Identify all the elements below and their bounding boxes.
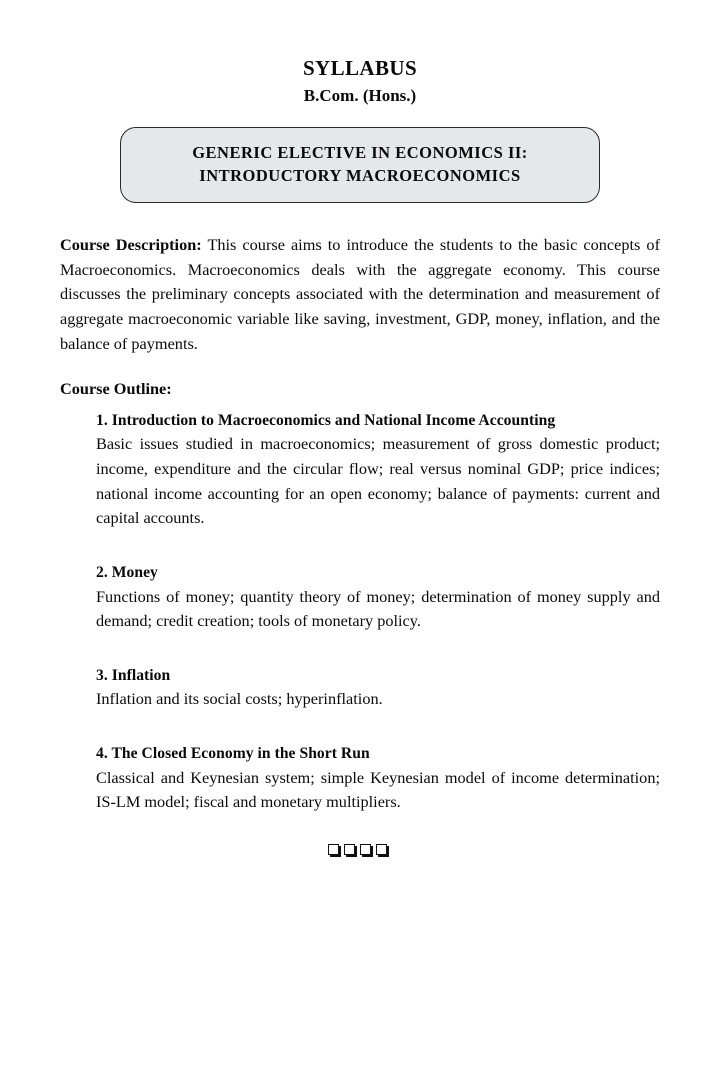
course-outline-label: Course Outline:: [60, 379, 172, 399]
footer-ornament: [60, 844, 660, 855]
course-title-line-2: INTRODUCTORY MACROECONOMICS: [199, 166, 521, 186]
hollow-square-bullet-icon: [328, 844, 339, 855]
outline-unit-title: 1. Introduction to Macroeconomics and National Income Accounting: [96, 411, 556, 429]
outline-unit-text: Basic issues studied in macroeconomics; measurement of gross domestic product; income, expenditure and the circular flow; real versus nominal GDP; price indices; national income accounting for an open economy; balance of payments: current and capital accounts.: [96, 434, 660, 528]
course-description-label: Course Description:: [60, 234, 202, 254]
page-subtitle: B.Com. (Hons.): [303, 86, 417, 106]
outline-unit: [96, 531, 660, 634]
hollow-square-bullet-icon: [344, 844, 355, 855]
course-title-line-1: GENERIC ELECTIVE IN ECONOMICS II:: [192, 142, 528, 162]
course-description-text: This course aims to introduce the students to the basic concepts of Macroeconomics. Macroeconomics deals with the aggregate economy. This course discusses the preliminary concepts associated with the determination and measurement of aggregate macroeconomic variable like saving, investment, GDP, money, inflation, and the balance of payments.: [60, 234, 660, 354]
outline-unit-title: 4. The Closed Economy in the Short Run: [96, 745, 370, 763]
hollow-square-bullet-icon: [376, 844, 387, 855]
page-title: SYLLABUS: [302, 56, 418, 80]
outline-unit: [96, 634, 660, 712]
course-box-container: [0, 106, 720, 203]
hollow-square-bullet-icon: [360, 844, 371, 855]
course-description-paragraph: [60, 233, 660, 358]
outline-unit-text: Classical and Keynesian system; simple Keynesian model of income determination; IS-LM model; fiscal and monetary multipliers.: [96, 767, 660, 812]
course-title-box: [120, 127, 600, 203]
outline-unit-title: 2. Money: [96, 564, 158, 582]
outline-unit: [96, 712, 660, 815]
outline-unit-title: 3. Inflation: [96, 667, 171, 685]
outline-unit-text: Inflation and its social costs; hyperinflation.: [96, 689, 383, 709]
outline-unit-text: Functions of money; quantity theory of money; determination of money supply and demand; credit creation; tools of monetary policy.: [96, 586, 660, 631]
outline-unit: [96, 402, 660, 531]
document-body: [0, 233, 720, 856]
